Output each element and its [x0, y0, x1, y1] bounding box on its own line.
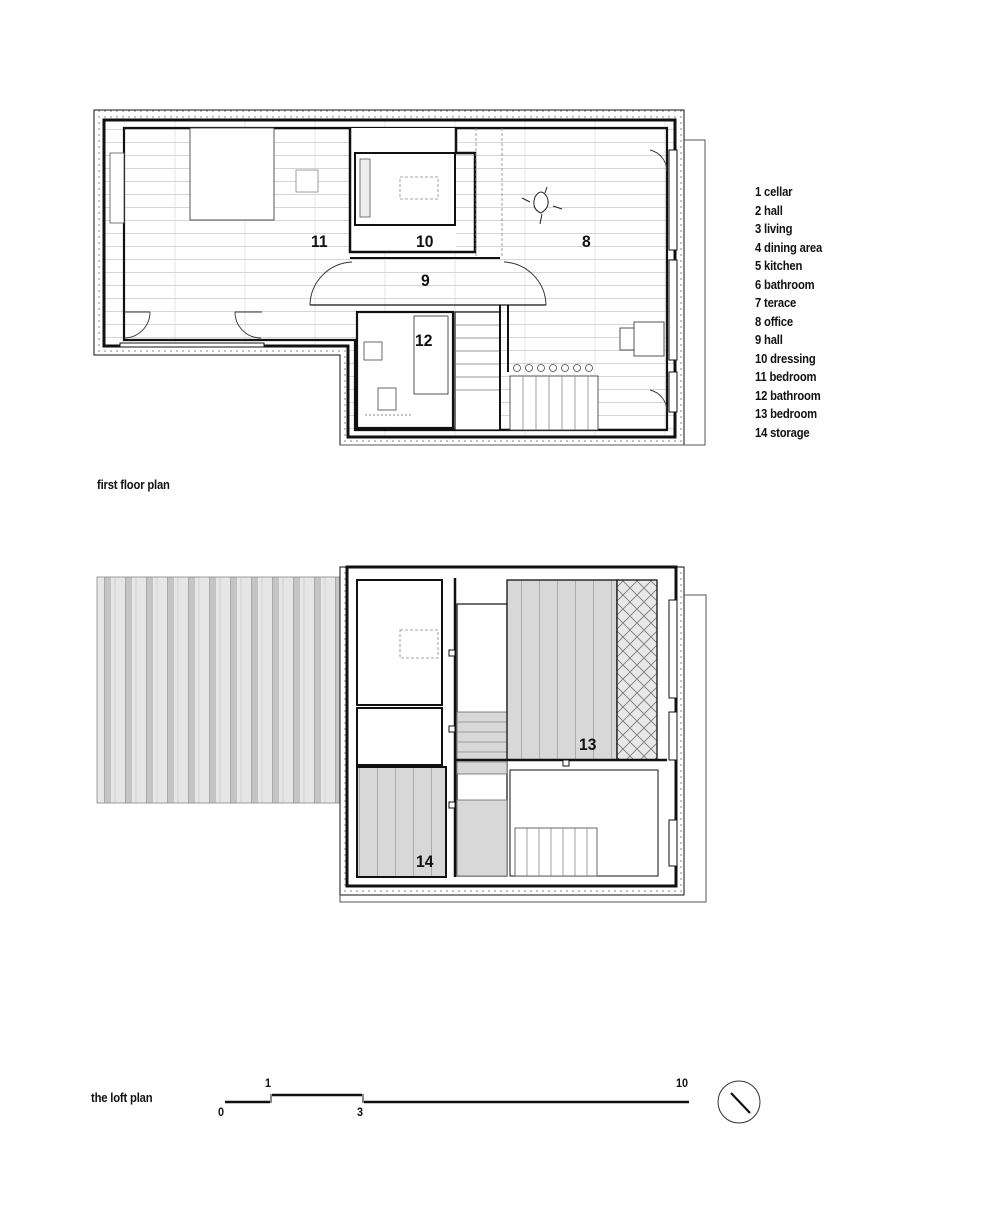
loft-plan: [97, 567, 706, 902]
legend-item: 5 kitchen: [755, 259, 803, 273]
legend-item: 2 hall: [755, 203, 783, 218]
room-label-14: 14: [416, 852, 434, 871]
room-label-9: 9: [421, 271, 430, 290]
loft-caption: the loft plan: [91, 1091, 153, 1105]
scale-bar: [225, 1094, 689, 1103]
legend-item: 13 bedroom: [755, 407, 817, 421]
room-label-12: 12: [415, 331, 433, 350]
room-label-11: 11: [311, 232, 328, 251]
scale-tick-3: 3: [357, 1105, 364, 1119]
room-legend: [755, 183, 822, 442]
room-label-13: 13: [579, 735, 597, 754]
legend-item: 8 office: [755, 314, 793, 329]
legend-item: 14 storage: [755, 425, 810, 440]
legend-item: 10 dressing: [755, 351, 816, 366]
legend-item: 7 terace: [755, 296, 797, 310]
legend-item: 11 bedroom: [755, 370, 817, 384]
scale-tick-10: 10: [676, 1076, 689, 1090]
north-arrow-icon: [718, 1081, 760, 1123]
legend-item: 3 living: [755, 222, 793, 236]
legend-item: 6 bathroom: [755, 277, 815, 292]
room-label-10: 10: [416, 232, 434, 251]
scale-tick-1: 1: [265, 1076, 272, 1090]
scale-tick-0: 0: [218, 1105, 225, 1119]
room-label-8: 8: [582, 232, 591, 251]
legend-item: 1 cellar: [755, 185, 793, 199]
legend-item: 12 bathroom: [755, 388, 821, 403]
legend-item: 9 hall: [755, 333, 783, 347]
legend-item: 4 dining area: [755, 240, 823, 255]
first-floor-plan: [94, 110, 705, 445]
first-floor-caption: first floor plan: [97, 478, 170, 492]
